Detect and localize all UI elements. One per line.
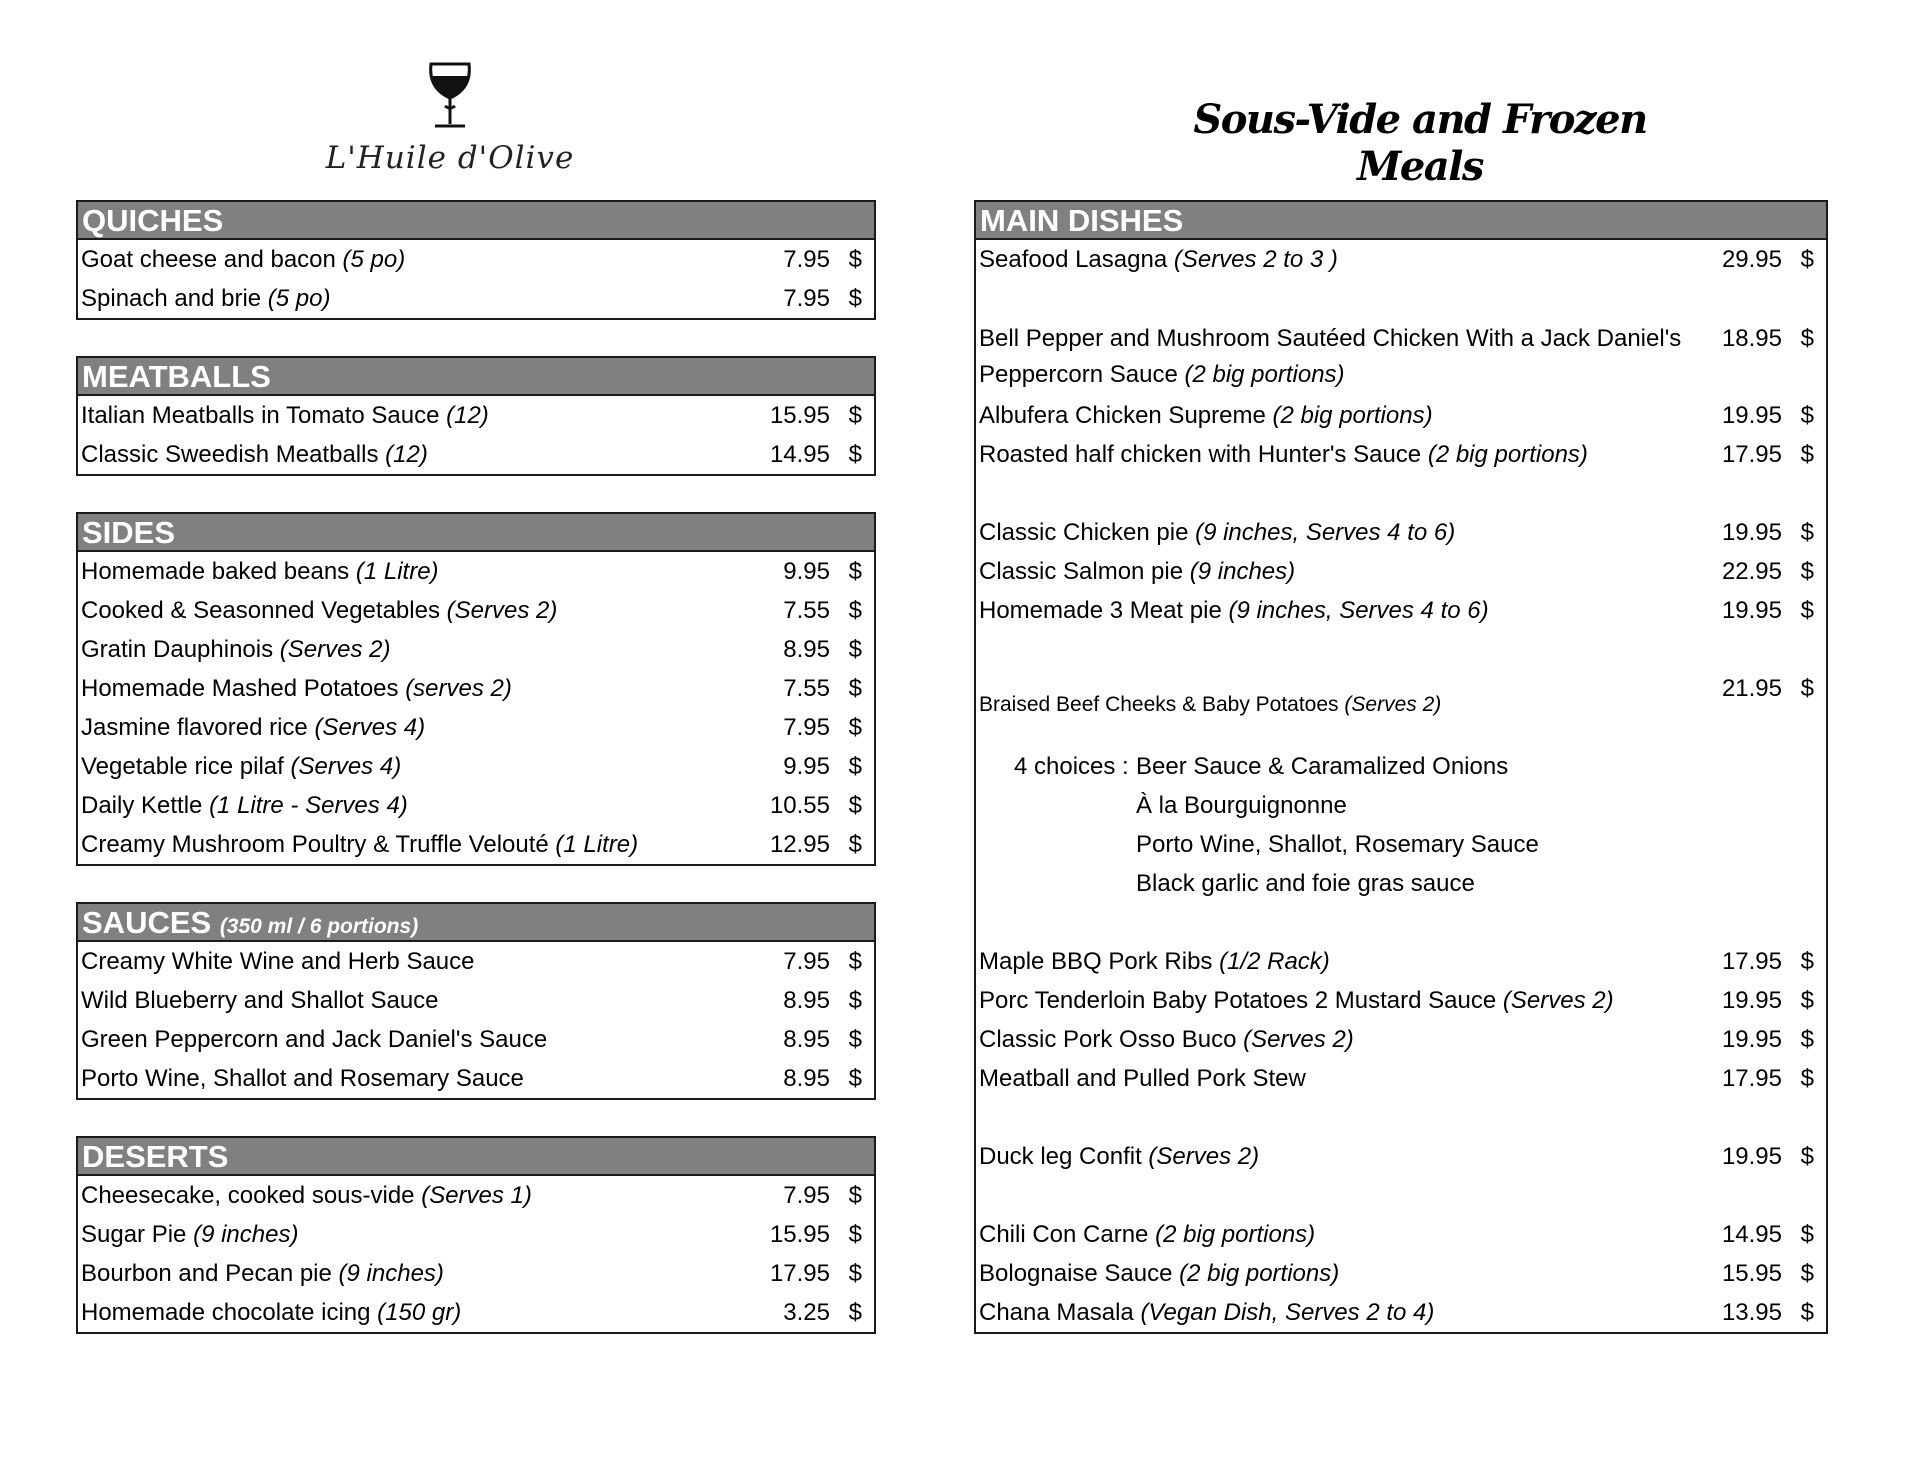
item-price: 7.95	[783, 948, 830, 975]
menu-item-row	[78, 240, 874, 279]
item-price: 19.95	[1721, 1026, 1782, 1053]
item-price: 8.95	[783, 636, 830, 663]
item-price: 14.95	[1721, 1221, 1782, 1248]
item-note: (Serves 4)	[314, 714, 426, 741]
item-currency: $	[848, 675, 862, 702]
item-name: Homemade baked beans (1 Litre)	[81, 558, 439, 585]
item-price: 7.95	[783, 285, 830, 312]
item-price: 7.95	[783, 1182, 830, 1209]
item-name: Classic Salmon pie (9 inches)	[979, 558, 1296, 585]
menu-item-row	[976, 318, 1826, 396]
menu-item-row	[78, 708, 874, 747]
item-currency: $	[1800, 325, 1814, 352]
item-note: (2 big portions)	[1179, 1260, 1340, 1287]
item-currency: $	[848, 1221, 862, 1248]
spacer	[976, 1176, 1826, 1215]
item-name: Classic Chicken pie (9 inches, Serves 4 to 6)	[979, 519, 1456, 546]
item-price: 19.95	[1721, 402, 1782, 429]
item-currency: $	[848, 831, 862, 858]
item-currency: $	[1800, 519, 1814, 546]
item-name: Wild Blueberry and Shallot Sauce	[81, 987, 439, 1014]
item-note: (Serves 2)	[1243, 1026, 1354, 1053]
item-price: 8.95	[783, 1026, 830, 1053]
item-price: 15.95	[1721, 1260, 1782, 1287]
item-price: 19.95	[1721, 597, 1782, 624]
item-price: 17.95	[1721, 1065, 1782, 1092]
item-currency: $	[848, 1182, 862, 1209]
menu-item-row	[976, 1215, 1826, 1254]
item-price: 15.95	[769, 1221, 830, 1248]
menu-item-row	[976, 1020, 1826, 1059]
item-price: 22.95	[1721, 558, 1782, 585]
item-currency: $	[848, 597, 862, 624]
item-price: 19.95	[1721, 519, 1782, 546]
item-name: Homemade Mashed Potatoes (serves 2)	[81, 675, 512, 702]
section-title: SAUCES (350 ml / 6 portions)	[78, 904, 874, 942]
item-currency: $	[848, 402, 862, 429]
item-currency: $	[848, 285, 862, 312]
item-currency: $	[848, 987, 862, 1014]
sauce-choice-row	[976, 825, 1826, 864]
choice-value: Black garlic and foie gras sauce	[1136, 870, 1475, 897]
menu-section	[974, 200, 1828, 1334]
item-price: 19.95	[1721, 1143, 1782, 1170]
item-price: 15.95	[769, 402, 830, 429]
item-name: Gratin Dauphinois (Serves 2)	[81, 636, 391, 663]
menu-item-row	[78, 786, 874, 825]
menu-item-row	[976, 1254, 1826, 1293]
menu-item-row	[78, 1293, 874, 1332]
item-name: Cooked & Seasonned Vegetables (Serves 2)	[81, 597, 558, 624]
item-currency: $	[1800, 987, 1814, 1014]
menu-item-row	[976, 981, 1826, 1020]
item-price: 3.25	[783, 1299, 830, 1326]
menu-item-row	[78, 1176, 874, 1215]
item-currency: $	[1800, 1221, 1814, 1248]
menu-item-row	[78, 747, 874, 786]
item-price: 9.95	[783, 753, 830, 780]
item-name: Seafood Lasagna (Serves 2 to 3 )	[979, 246, 1338, 273]
item-note: (5 po)	[267, 285, 331, 312]
menu-item-row	[78, 981, 874, 1020]
item-note: (12)	[385, 441, 428, 468]
menu-item-row	[78, 669, 874, 708]
item-note: (Serves 2)	[446, 597, 558, 624]
item-price: 10.55	[769, 792, 830, 819]
item-name: Goat cheese and bacon (5 po)	[81, 246, 406, 273]
section-title: SIDES	[78, 514, 874, 552]
item-price: 19.95	[1721, 987, 1782, 1014]
item-currency: $	[1800, 402, 1814, 429]
item-name: Chana Masala (Vegan Dish, Serves 2 to 4)	[979, 1299, 1435, 1326]
item-note: (9 inches)	[1189, 558, 1296, 585]
item-note: (9 inches)	[193, 1221, 299, 1248]
item-name: Spinach and brie (5 po)	[81, 285, 331, 312]
sauce-choice-row	[976, 747, 1826, 786]
choice-value: À la Bourguignonne	[1136, 792, 1347, 819]
menu-item-row	[78, 825, 874, 864]
menu-item-row	[976, 552, 1826, 591]
spacer	[976, 630, 1826, 669]
section-title: QUICHES	[78, 202, 874, 240]
menu-item-row	[976, 435, 1826, 474]
item-name: Italian Meatballs in Tomato Sauce (12)	[81, 402, 489, 429]
item-currency: $	[1800, 441, 1814, 468]
wine-glass-icon	[425, 62, 475, 132]
item-note: (1 Litre)	[355, 558, 439, 585]
item-note: (9 inches, Serves 4 to 6)	[1195, 519, 1456, 546]
menu-section	[76, 902, 876, 1100]
item-currency: $	[848, 1299, 862, 1326]
item-note: (150 gr)	[377, 1299, 462, 1326]
item-currency: $	[848, 753, 862, 780]
menu-item-row	[976, 513, 1826, 552]
menu-item-row	[78, 279, 874, 318]
choice-value: Beer Sauce & Caramalized Onions	[1136, 753, 1509, 780]
item-note: (Serves 2)	[1148, 1143, 1260, 1170]
menu-item-row	[976, 669, 1826, 716]
menu-item-row	[78, 435, 874, 474]
item-currency: $	[848, 1260, 862, 1287]
sauce-choice-row	[976, 786, 1826, 825]
item-currency: $	[848, 246, 862, 273]
item-note: (1 Litre)	[555, 831, 639, 858]
item-note: (2 big portions)	[1155, 1221, 1316, 1248]
item-price: 17.95	[1721, 948, 1782, 975]
menu-item-row	[976, 240, 1826, 279]
item-price: 29.95	[1721, 246, 1782, 273]
item-name: Homemade chocolate icing (150 gr)	[81, 1299, 462, 1326]
menu-item-row	[78, 1020, 874, 1059]
item-currency: $	[1800, 1260, 1814, 1287]
item-name: Daily Kettle (1 Litre - Serves 4)	[81, 792, 408, 819]
item-name: Chili Con Carne (2 big portions)	[979, 1221, 1316, 1248]
section-note: (350 ml / 6 portions)	[219, 915, 419, 938]
spacer	[976, 1098, 1826, 1137]
item-currency: $	[1800, 675, 1814, 702]
menu-section	[76, 1136, 876, 1334]
item-note: (Serves 2)	[279, 636, 391, 663]
item-currency: $	[848, 948, 862, 975]
item-name: Bell Pepper and Mushroom Sautéed Chicken With a Jack Daniel's Peppercorn Sauce (2 big portions)	[979, 325, 1682, 388]
item-price: 7.95	[783, 246, 830, 273]
item-currency: $	[1800, 597, 1814, 624]
item-price: 18.95	[1721, 325, 1782, 352]
item-name: Cheesecake, cooked sous-vide (Serves 1)	[81, 1182, 532, 1209]
item-currency: $	[848, 1026, 862, 1053]
item-price: 21.95	[1721, 675, 1782, 702]
item-note: (9 inches)	[338, 1260, 444, 1287]
item-currency: $	[1800, 1026, 1814, 1053]
item-currency: $	[848, 792, 862, 819]
menu-section	[76, 356, 876, 476]
item-currency: $	[1800, 1143, 1814, 1170]
item-name: Albufera Chicken Supreme (2 big portions)	[979, 402, 1433, 429]
item-name: Porc Tenderloin Baby Potatoes 2 Mustard Sauce (Serves 2)	[979, 987, 1614, 1014]
menu-section	[76, 200, 876, 320]
item-name: Classic Pork Osso Buco (Serves 2)	[979, 1026, 1354, 1053]
item-note: (Serves 2)	[1344, 693, 1442, 716]
item-name: Homemade 3 Meat pie (9 inches, Serves 4 to 6)	[979, 597, 1489, 624]
menu-item-row	[78, 630, 874, 669]
item-price: 8.95	[783, 1065, 830, 1092]
item-note: (9 inches, Serves 4 to 6)	[1228, 597, 1489, 624]
item-price: 13.95	[1721, 1299, 1782, 1326]
menu-item-row	[78, 1059, 874, 1098]
item-note: (Serves 1)	[421, 1182, 532, 1209]
item-price: 17.95	[1721, 441, 1782, 468]
menu-item-row	[976, 1059, 1826, 1098]
menu-item-row	[976, 1137, 1826, 1176]
item-note: (2 big portions)	[1272, 402, 1433, 429]
item-note: (Serves 4)	[290, 753, 402, 780]
item-name: Classic Sweedish Meatballs (12)	[81, 441, 428, 468]
menu-item-row	[976, 942, 1826, 981]
spacer	[976, 903, 1826, 942]
item-currency: $	[1800, 1299, 1814, 1326]
item-note: (serves 2)	[405, 675, 512, 702]
item-price: 7.95	[783, 714, 830, 741]
item-name: Braised Beef Cheeks & Baby Potatoes (Serves 2)	[979, 693, 1442, 716]
item-note: (2 big portions)	[1184, 361, 1345, 388]
brand-logo	[320, 62, 580, 182]
item-name: Jasmine flavored rice (Serves 4)	[81, 714, 426, 741]
item-note: (1/2 Rack)	[1219, 948, 1330, 975]
menu-item-row	[976, 1293, 1826, 1332]
menu-item-row	[78, 1215, 874, 1254]
item-note: (2 big portions)	[1427, 441, 1588, 468]
menu-item-row	[78, 591, 874, 630]
menu-section	[76, 512, 876, 866]
item-note: (5 po)	[342, 246, 406, 273]
item-price: 14.95	[769, 441, 830, 468]
spacer	[976, 279, 1826, 318]
item-name: Duck leg Confit (Serves 2)	[979, 1143, 1260, 1170]
item-name: Sugar Pie (9 inches)	[81, 1221, 299, 1248]
item-name: Porto Wine, Shallot and Rosemary Sauce	[81, 1065, 524, 1092]
item-name: Maple BBQ Pork Ribs (1/2 Rack)	[979, 948, 1330, 975]
item-name: Roasted half chicken with Hunter's Sauce (2 big portions)	[979, 441, 1588, 468]
item-price: 12.95	[769, 831, 830, 858]
item-currency: $	[848, 636, 862, 663]
item-name: Bourbon and Pecan pie (9 inches)	[81, 1260, 444, 1287]
item-currency: $	[1800, 1065, 1814, 1092]
item-price: 9.95	[783, 558, 830, 585]
menu-item-row	[78, 552, 874, 591]
choice-label: 4 choices :	[1014, 753, 1129, 780]
item-name: Meatball and Pulled Pork Stew	[979, 1065, 1306, 1092]
item-note: (Serves 2 to 3 )	[1173, 246, 1338, 273]
item-note: (1 Litre - Serves 4)	[209, 792, 408, 819]
item-price: 7.55	[783, 597, 830, 624]
page-title: Sous-Vide and Frozen Meals	[1193, 96, 1647, 190]
item-currency: $	[848, 1065, 862, 1092]
menu-item-row	[976, 396, 1826, 435]
item-name: Vegetable rice pilaf (Serves 4)	[81, 753, 402, 780]
item-currency: $	[848, 558, 862, 585]
menu-item-row	[78, 942, 874, 981]
item-currency: $	[848, 441, 862, 468]
item-name: Creamy White Wine and Herb Sauce	[81, 948, 475, 975]
item-note: (12)	[446, 402, 489, 429]
item-name: Creamy Mushroom Poultry & Truffle Velouté (1 Litre)	[81, 831, 639, 858]
item-currency: $	[848, 714, 862, 741]
item-currency: $	[1800, 558, 1814, 585]
item-price: 8.95	[783, 987, 830, 1014]
section-title: DESERTS	[78, 1138, 874, 1176]
menu-item-row	[976, 591, 1826, 630]
sauce-choice-row	[976, 864, 1826, 903]
item-price: 17.95	[769, 1260, 830, 1287]
item-currency: $	[1800, 948, 1814, 975]
menu-item-row	[78, 396, 874, 435]
item-note: (Vegan Dish, Serves 2 to 4)	[1140, 1299, 1435, 1326]
spacer	[976, 474, 1826, 513]
item-name: Bolognaise Sauce (2 big portions)	[979, 1260, 1340, 1287]
brand-name: L'Huile d'Olive	[325, 140, 575, 176]
section-title: MAIN DISHES	[976, 202, 1826, 240]
item-currency: $	[1800, 246, 1814, 273]
item-price: 7.55	[783, 675, 830, 702]
section-title: MEATBALLS	[78, 358, 874, 396]
menu-item-row	[78, 1254, 874, 1293]
item-name: Green Peppercorn and Jack Daniel's Sauce	[81, 1026, 548, 1053]
item-note: (Serves 2)	[1502, 987, 1614, 1014]
choice-value: Porto Wine, Shallot, Rosemary Sauce	[1136, 831, 1539, 858]
